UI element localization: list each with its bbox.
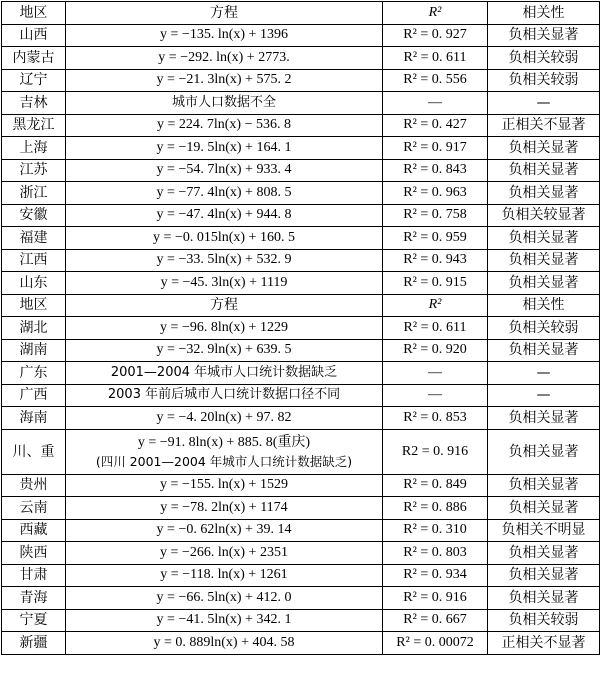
header-correlation: 相关性 [488, 2, 600, 25]
cell-r2: R² = 0. 886 [383, 497, 488, 520]
table-row [2, 272, 600, 295]
cell-equation: y = −4. 20ln(x) + 97. 82 [66, 407, 383, 430]
cell-r2: — [383, 384, 488, 407]
header-row-2 [2, 294, 600, 317]
table-row [2, 24, 600, 47]
cell-equation: y = −33. 5ln(x) + 532. 9 [66, 249, 383, 272]
cell-correlation: 负相关显著 [488, 227, 600, 250]
cell-r2: R² = 0. 915 [383, 272, 488, 295]
cell-correlation: 负相关显著 [488, 564, 600, 587]
cell-equation: y = −0. 015ln(x) + 160. 5 [66, 227, 383, 250]
cell-equation: y = −77. 4ln(x) + 808. 5 [66, 182, 383, 205]
cell-equation: 2001—2004 年城市人口统计数据缺乏 [66, 362, 383, 385]
table-row [2, 249, 600, 272]
table-row [2, 69, 600, 92]
table-row [2, 204, 600, 227]
cell-region: 黑龙江 [2, 114, 66, 137]
table-row [2, 339, 600, 362]
cell-equation: y = −292. ln(x) + 2773. [66, 47, 383, 70]
header-equation: 方程 [66, 294, 383, 317]
table-row [2, 632, 600, 655]
table-body-section-1 [2, 2, 600, 25]
cell-correlation: 负相关较显著 [488, 204, 600, 227]
table-row [2, 317, 600, 340]
cell-equation: y = −266. ln(x) + 2351 [66, 542, 383, 565]
cell-correlation: 负相关显著 [488, 429, 600, 474]
cell-r2: R² = 0. 667 [383, 609, 488, 632]
table-row [2, 429, 600, 474]
cell-region: 广东 [2, 362, 66, 385]
table-row [2, 384, 600, 407]
cell-region: 陕西 [2, 542, 66, 565]
table-row [2, 114, 600, 137]
cell-correlation: 负相关较弱 [488, 609, 600, 632]
table-row [2, 362, 600, 385]
cell-r2: R² = 0. 611 [383, 317, 488, 340]
cell-correlation: 负相关不明显 [488, 519, 600, 542]
regression-table [1, 1, 600, 655]
table-row [2, 609, 600, 632]
cell-r2: R² = 0. 916 [383, 587, 488, 610]
cell-correlation: 负相关显著 [488, 474, 600, 497]
cell-r2: R² = 0. 927 [383, 24, 488, 47]
cell-r2: R² = 0. 917 [383, 137, 488, 160]
table-row [2, 159, 600, 182]
cell-r2: R² = 0. 803 [383, 542, 488, 565]
cell-region: 福建 [2, 227, 66, 250]
cell-equation: y = 224. 7ln(x) − 536. 8 [66, 114, 383, 137]
cell-r2: R² = 0. 943 [383, 249, 488, 272]
table-row [2, 227, 600, 250]
cell-correlation: 正相关不显著 [488, 632, 600, 655]
cell-correlation: — [488, 92, 600, 115]
cell-r2: R² = 0. 556 [383, 69, 488, 92]
header-r2: R² [383, 294, 488, 317]
table-body-rows-1 [2, 24, 600, 294]
table-body-rows-2a [2, 317, 600, 430]
cell-correlation: 负相关较弱 [488, 69, 600, 92]
cell-region: 甘肃 [2, 564, 66, 587]
cell-equation: y = −155. ln(x) + 1529 [66, 474, 383, 497]
cell-r2: R² = 0. 00072 [383, 632, 488, 655]
cell-r2: R² = 0. 920 [383, 339, 488, 362]
cell-r2: R² = 0. 758 [383, 204, 488, 227]
cell-r2: R² = 0. 853 [383, 407, 488, 430]
cell-correlation: 负相关显著 [488, 159, 600, 182]
table-body-rows-2b [2, 474, 600, 654]
header-row [2, 2, 600, 25]
table-row [2, 182, 600, 205]
cell-correlation: 负相关显著 [488, 24, 600, 47]
cell-r2: R² = 0. 611 [383, 47, 488, 70]
cell-region: 山西 [2, 24, 66, 47]
table-row [2, 92, 600, 115]
cell-region: 吉林 [2, 92, 66, 115]
cell-region: 湖南 [2, 339, 66, 362]
cell-region: 宁夏 [2, 609, 66, 632]
header-r2: R² [383, 2, 488, 25]
cell-r2: R² = 0. 934 [383, 564, 488, 587]
equation-line-2: (四川 2001—2004 年城市人口统计数据缺乏) [95, 453, 353, 469]
cell-region: 湖北 [2, 317, 66, 340]
cell-correlation: 负相关显著 [488, 182, 600, 205]
cell-correlation: — [488, 362, 600, 385]
cell-equation [66, 429, 383, 474]
table-row [2, 474, 600, 497]
cell-region: 上海 [2, 137, 66, 160]
cell-equation: y = −0. 62ln(x) + 39. 14 [66, 519, 383, 542]
cell-correlation: 负相关较弱 [488, 47, 600, 70]
cell-correlation: 负相关显著 [488, 137, 600, 160]
table-row [2, 542, 600, 565]
cell-region: 辽宁 [2, 69, 66, 92]
cell-equation: y = −118. ln(x) + 1261 [66, 564, 383, 587]
cell-equation: y = −66. 5ln(x) + 412. 0 [66, 587, 383, 610]
cell-correlation: 负相关显著 [488, 587, 600, 610]
cell-equation: y = −45. 3ln(x) + 1119 [66, 272, 383, 295]
cell-r2: R² = 0. 959 [383, 227, 488, 250]
cell-equation: y = −135. ln(x) + 1396 [66, 24, 383, 47]
cell-region: 云南 [2, 497, 66, 520]
table-row [2, 137, 600, 160]
cell-region: 川、重 [2, 429, 66, 474]
cell-equation: 2003 年前后城市人口统计数据口径不同 [66, 384, 383, 407]
cell-r2: R² = 0. 427 [383, 114, 488, 137]
cell-correlation: 负相关显著 [488, 542, 600, 565]
cell-region: 西藏 [2, 519, 66, 542]
cell-equation: y = −32. 9ln(x) + 639. 5 [66, 339, 383, 362]
cell-r2: — [383, 92, 488, 115]
header-region: 地区 [2, 2, 66, 25]
cell-r2: R² = 0. 963 [383, 182, 488, 205]
table-row [2, 564, 600, 587]
cell-correlation: 负相关显著 [488, 339, 600, 362]
cell-equation: y = −47. 4ln(x) + 944. 8 [66, 204, 383, 227]
header-correlation: 相关性 [488, 294, 600, 317]
cell-equation: y = −41. 5ln(x) + 342. 1 [66, 609, 383, 632]
cell-r2: R² = 0. 310 [383, 519, 488, 542]
cell-correlation: 负相关显著 [488, 497, 600, 520]
table-row [2, 587, 600, 610]
table-row [2, 497, 600, 520]
table-body-chuanyu [2, 429, 600, 474]
cell-region: 安徽 [2, 204, 66, 227]
cell-correlation: 负相关显著 [488, 407, 600, 430]
header-equation: 方程 [66, 2, 383, 25]
cell-equation: y = −78. 2ln(x) + 1174 [66, 497, 383, 520]
table-row [2, 47, 600, 70]
cell-region: 江苏 [2, 159, 66, 182]
cell-region: 青海 [2, 587, 66, 610]
cell-equation: 城市人口数据不全 [66, 92, 383, 115]
cell-equation: y = −96. 8ln(x) + 1229 [66, 317, 383, 340]
table-row [2, 407, 600, 430]
cell-region: 浙江 [2, 182, 66, 205]
cell-r2: R² = 0. 843 [383, 159, 488, 182]
cell-region: 新疆 [2, 632, 66, 655]
cell-equation: y = −54. 7ln(x) + 933. 4 [66, 159, 383, 182]
cell-region: 海南 [2, 407, 66, 430]
cell-correlation: 负相关较弱 [488, 317, 600, 340]
table-body-section-2 [2, 294, 600, 317]
cell-region: 江西 [2, 249, 66, 272]
cell-equation: y = −21. 3ln(x) + 575. 2 [66, 69, 383, 92]
cell-correlation: 正相关不显著 [488, 114, 600, 137]
header-region: 地区 [2, 294, 66, 317]
cell-equation: y = 0. 889ln(x) + 404. 58 [66, 632, 383, 655]
cell-correlation: 负相关显著 [488, 272, 600, 295]
cell-r2: R² = 0. 849 [383, 474, 488, 497]
cell-equation: y = −19. 5ln(x) + 164. 1 [66, 137, 383, 160]
cell-region: 贵州 [2, 474, 66, 497]
cell-region: 内蒙古 [2, 47, 66, 70]
cell-r2: — [383, 362, 488, 385]
cell-correlation: — [488, 384, 600, 407]
table-row [2, 519, 600, 542]
equation-line-1: y = −91. 8ln(x) + 885. 8(重庆) [137, 434, 311, 450]
cell-region: 广西 [2, 384, 66, 407]
cell-region: 山东 [2, 272, 66, 295]
cell-r2: R2 = 0. 916 [383, 429, 488, 474]
cell-correlation: 负相关显著 [488, 249, 600, 272]
